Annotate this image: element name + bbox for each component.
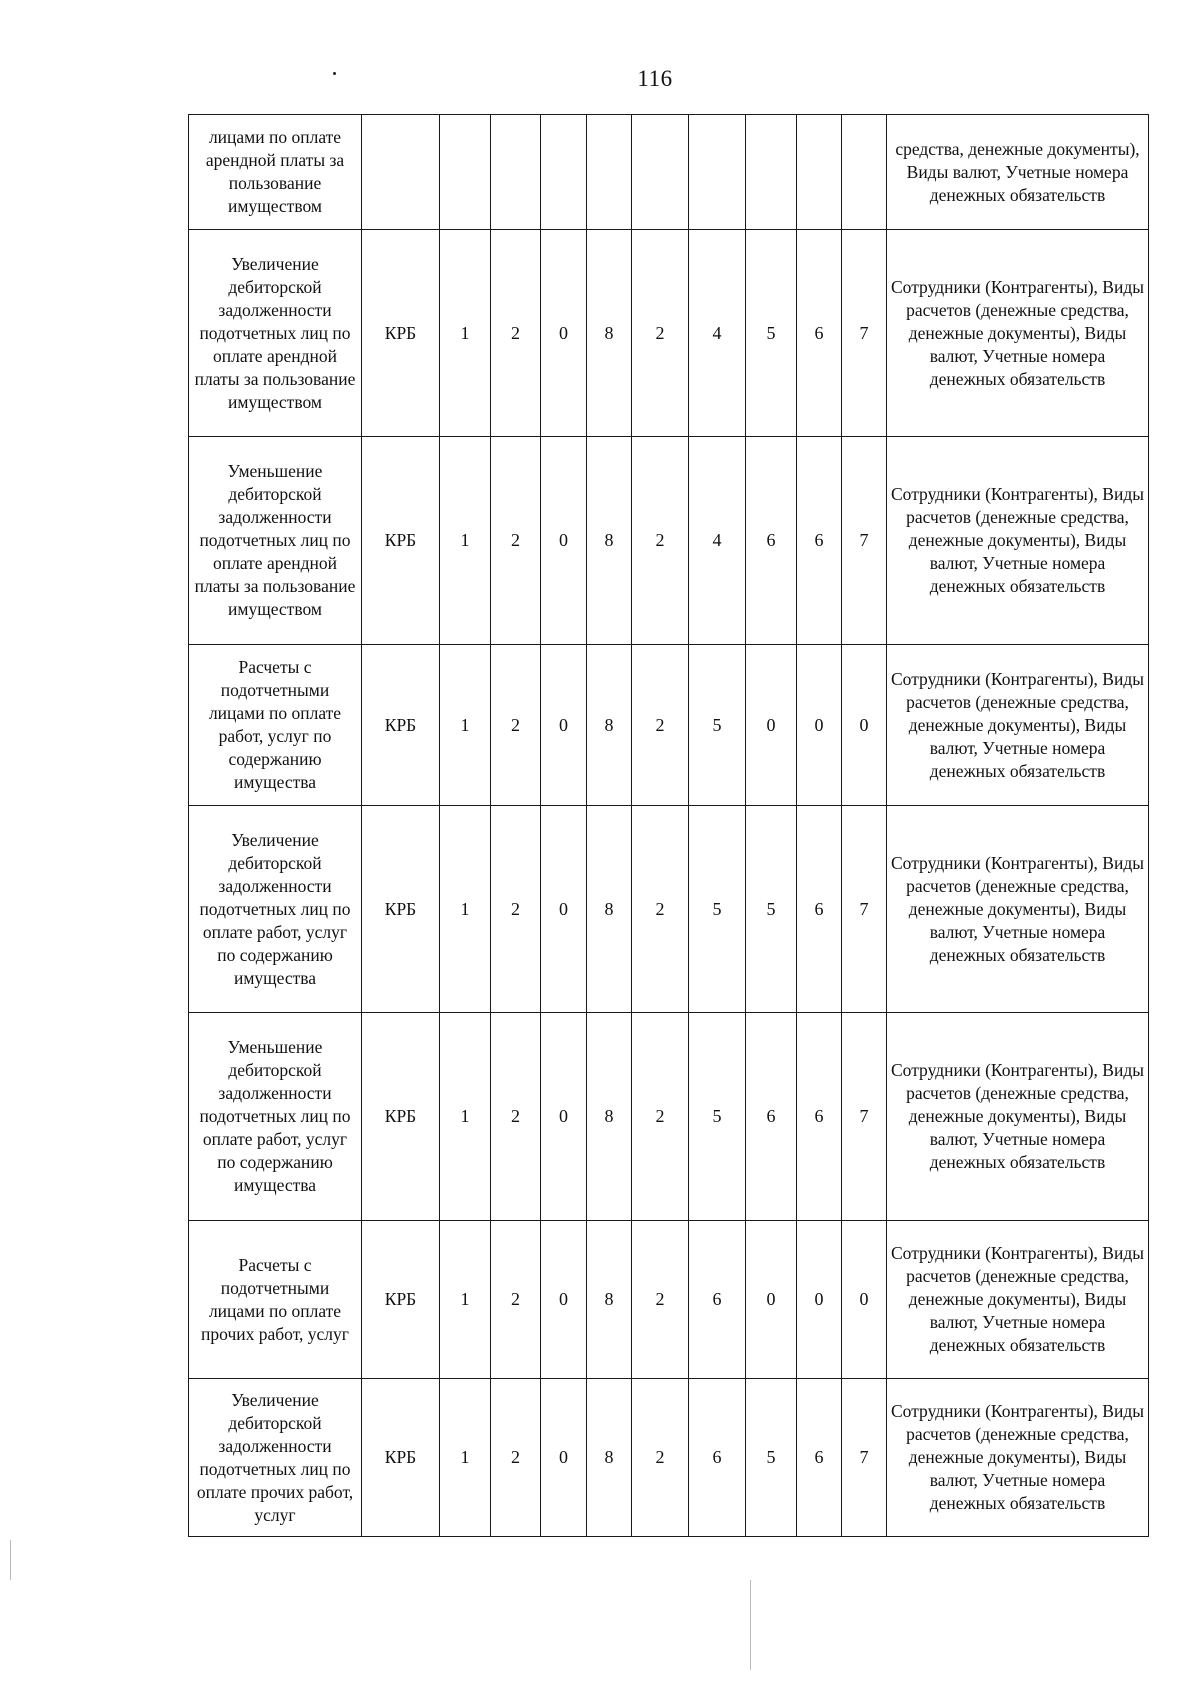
account-digit: 0 — [541, 1221, 587, 1379]
account-digit: 5 — [746, 230, 797, 437]
account-digit: 1 — [440, 230, 491, 437]
account-digit: 0 — [541, 806, 587, 1013]
account-digit — [797, 115, 842, 230]
account-digit — [632, 115, 689, 230]
account-digit: 0 — [541, 1379, 587, 1537]
account-digit: 1 — [440, 1013, 491, 1221]
account-digit: 0 — [541, 645, 587, 806]
account-digit — [440, 115, 491, 230]
account-digit — [842, 115, 887, 230]
account-digit: 7 — [842, 806, 887, 1013]
account-digit: 2 — [491, 437, 541, 645]
account-digit: 5 — [689, 1013, 746, 1221]
analytics-description: Сотрудники (Контрагенты), Виды расчетов (денежные средства, денежные документы), Виды валют, Учетные номера денежных обязательств — [887, 806, 1149, 1013]
account-name: Расчеты с подотчетными лицами по оплате прочих работ, услуг — [189, 1221, 362, 1379]
account-digit: 2 — [632, 1379, 689, 1537]
analytics-description: Сотрудники (Контрагенты), Виды расчетов (денежные средства, денежные документы), Виды валют, Учетные номера денежных обязательств — [887, 1379, 1149, 1537]
account-digit: 0 — [797, 1221, 842, 1379]
account-digit — [689, 115, 746, 230]
account-digit: 5 — [689, 645, 746, 806]
account-name: Увеличение дебиторской задолженности подотчетных лиц по оплате работ, услуг по содержанию имущества — [189, 806, 362, 1013]
account-digit: 2 — [632, 1013, 689, 1221]
analytics-description: Сотрудники (Контрагенты), Виды расчетов (денежные средства, денежные документы), Виды валют, Учетные номера денежных обязательств — [887, 437, 1149, 645]
table-row — [189, 806, 1149, 1013]
scan-mark — [10, 1540, 11, 1580]
account-digit: 7 — [842, 230, 887, 437]
account-digit: 2 — [491, 1379, 541, 1537]
table-row — [189, 1379, 1149, 1537]
account-digit: 0 — [746, 645, 797, 806]
account-digit: 8 — [587, 1221, 632, 1379]
account-digit: 2 — [632, 230, 689, 437]
account-digit — [541, 115, 587, 230]
account-digit: 0 — [842, 1221, 887, 1379]
account-digit: 6 — [797, 1379, 842, 1537]
analytics-description: Сотрудники (Контрагенты), Виды расчетов (денежные средства, денежные документы), Виды валют, Учетные номера денежных обязательств — [887, 230, 1149, 437]
account-digit: 6 — [797, 1013, 842, 1221]
scan-dot — [333, 72, 336, 75]
account-code: КРБ — [362, 230, 440, 437]
account-digit: 2 — [491, 806, 541, 1013]
account-digit: 1 — [440, 1221, 491, 1379]
table-row — [189, 115, 1149, 230]
table-row — [189, 437, 1149, 645]
account-digit — [587, 115, 632, 230]
account-name: Расчеты с подотчетными лицами по оплате работ, услуг по содержанию имущества — [189, 645, 362, 806]
account-digit: 7 — [842, 1013, 887, 1221]
account-digit: 1 — [440, 437, 491, 645]
account-name: Увеличение дебиторской задолженности подотчетных лиц по оплате арендной платы за пользование имуществом — [189, 230, 362, 437]
table-body — [189, 115, 1149, 1537]
accounts-table — [188, 114, 1149, 1537]
table-row — [189, 645, 1149, 806]
account-digit: 6 — [797, 806, 842, 1013]
account-digit: 7 — [842, 437, 887, 645]
account-code: КРБ — [362, 437, 440, 645]
account-digit: 5 — [746, 1379, 797, 1537]
account-digit — [746, 115, 797, 230]
account-digit: 1 — [440, 1379, 491, 1537]
page-number: 116 — [637, 66, 673, 91]
account-digit: 2 — [491, 645, 541, 806]
account-code — [362, 115, 440, 230]
account-digit: 0 — [797, 645, 842, 806]
account-digit: 5 — [689, 806, 746, 1013]
account-name: Уменьшение дебиторской задолженности подотчетных лиц по оплате арендной платы за пользование имуществом — [189, 437, 362, 645]
account-digit — [491, 115, 541, 230]
account-digit: 2 — [632, 437, 689, 645]
analytics-description: средства, денежные документы), Виды валют, Учетные номера денежных обязательств — [887, 115, 1149, 230]
account-digit: 6 — [797, 230, 842, 437]
account-digit: 0 — [746, 1221, 797, 1379]
account-digit: 4 — [689, 437, 746, 645]
account-digit: 2 — [632, 1221, 689, 1379]
account-digit: 7 — [842, 1379, 887, 1537]
account-digit: 2 — [491, 1221, 541, 1379]
account-digit: 2 — [491, 230, 541, 437]
account-digit: 2 — [632, 806, 689, 1013]
account-code: КРБ — [362, 645, 440, 806]
account-digit: 6 — [689, 1221, 746, 1379]
table-row — [189, 1013, 1149, 1221]
account-name: Увеличение дебиторской задолженности подотчетных лиц по оплате прочих работ, услуг — [189, 1379, 362, 1537]
account-digit: 6 — [689, 1379, 746, 1537]
account-digit: 8 — [587, 230, 632, 437]
account-digit: 1 — [440, 645, 491, 806]
account-digit: 6 — [746, 437, 797, 645]
account-code: КРБ — [362, 1379, 440, 1537]
account-digit: 8 — [587, 645, 632, 806]
account-code: КРБ — [362, 1013, 440, 1221]
account-digit: 2 — [632, 645, 689, 806]
account-digit: 8 — [587, 1013, 632, 1221]
account-digit: 1 — [440, 806, 491, 1013]
analytics-description: Сотрудники (Контрагенты), Виды расчетов (денежные средства, денежные документы), Виды валют, Учетные номера денежных обязательств — [887, 1221, 1149, 1379]
account-digit: 6 — [746, 1013, 797, 1221]
account-digit: 0 — [842, 645, 887, 806]
account-digit: 2 — [491, 1013, 541, 1221]
table-row — [189, 1221, 1149, 1379]
scan-mark — [750, 1580, 751, 1670]
account-digit: 6 — [797, 437, 842, 645]
account-digit: 4 — [689, 230, 746, 437]
account-name: лицами по оплате арендной платы за пользование имуществом — [189, 115, 362, 230]
account-digit: 8 — [587, 1379, 632, 1537]
analytics-description: Сотрудники (Контрагенты), Виды расчетов (денежные средства, денежные документы), Виды валют, Учетные номера денежных обязательств — [887, 1013, 1149, 1221]
account-name: Уменьшение дебиторской задолженности подотчетных лиц по оплате работ, услуг по содержанию имущества — [189, 1013, 362, 1221]
account-code: КРБ — [362, 806, 440, 1013]
account-code: КРБ — [362, 1221, 440, 1379]
analytics-description: Сотрудники (Контрагенты), Виды расчетов (денежные средства, денежные документы), Виды валют, Учетные номера денежных обязательств — [887, 645, 1149, 806]
account-digit: 8 — [587, 806, 632, 1013]
account-digit: 5 — [746, 806, 797, 1013]
table-row — [189, 230, 1149, 437]
account-digit: 0 — [541, 230, 587, 437]
account-digit: 8 — [587, 437, 632, 645]
account-digit: 0 — [541, 1013, 587, 1221]
account-digit: 0 — [541, 437, 587, 645]
